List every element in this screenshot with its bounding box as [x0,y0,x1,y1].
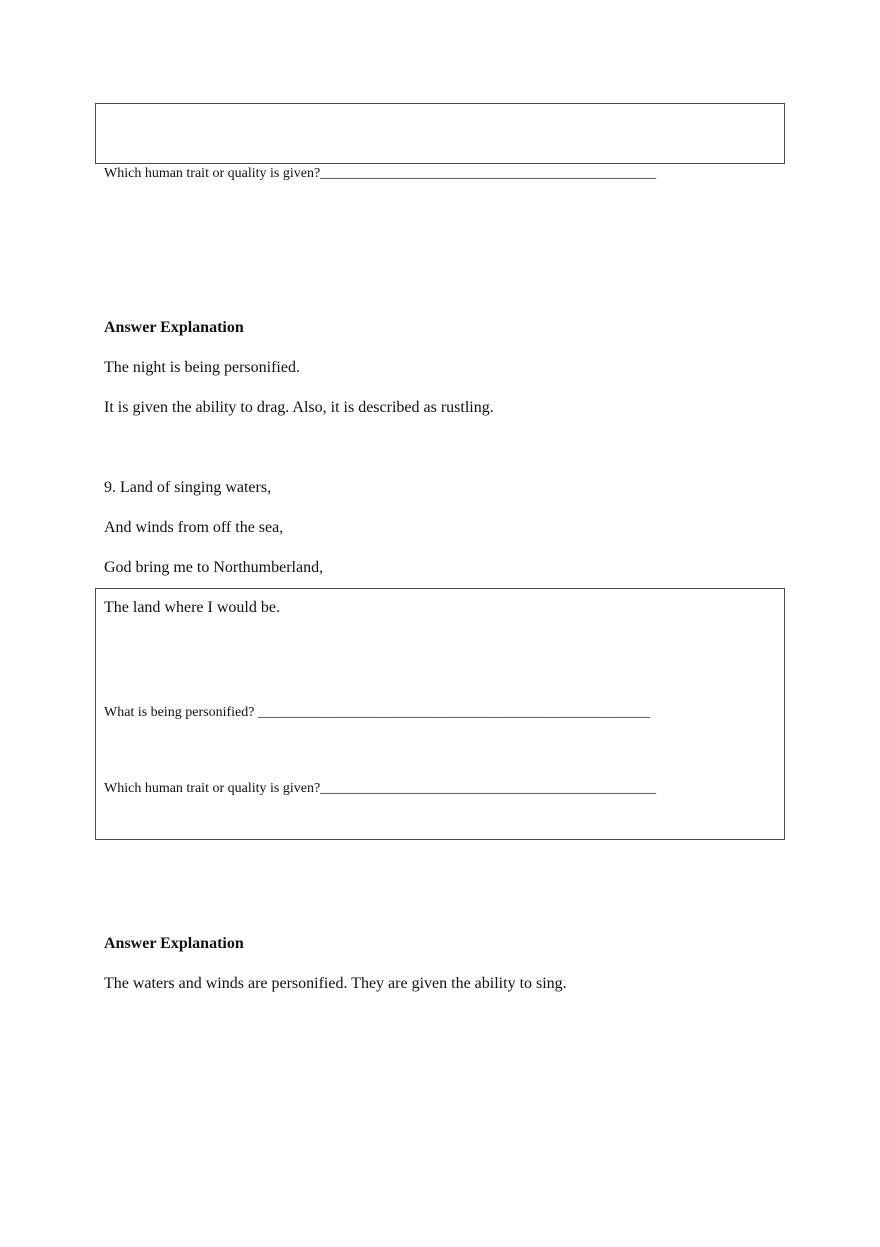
answer-9-heading: Answer Explanation [104,935,244,952]
answer-8-heading: Answer Explanation [104,319,244,336]
question-8-trait-prompt: Which human trait or quality is given?________________________________________________ [104,166,657,181]
question-8-box [95,103,785,164]
poem-line-1: 9. Land of singing waters, [104,479,272,496]
question-9-trait-prompt: Which human trait or quality is given?________________________________________________ [104,781,657,796]
answer-8-line-1: The night is being personified. [104,359,300,376]
answer-9-line-1: The waters and winds are personified. They are given the ability to sing. [104,975,567,992]
answer-8-line-2: It is given the ability to drag. Also, it is described as rustling. [104,399,494,416]
poem-line-2: And winds from off the sea, [104,519,284,536]
question-9-personified-prompt: What is being personified? ________________________________________________________ [104,705,650,720]
poem-line-4: The land where I would be. [104,599,280,616]
poem-line-3: God bring me to Northumberland, [104,559,324,576]
